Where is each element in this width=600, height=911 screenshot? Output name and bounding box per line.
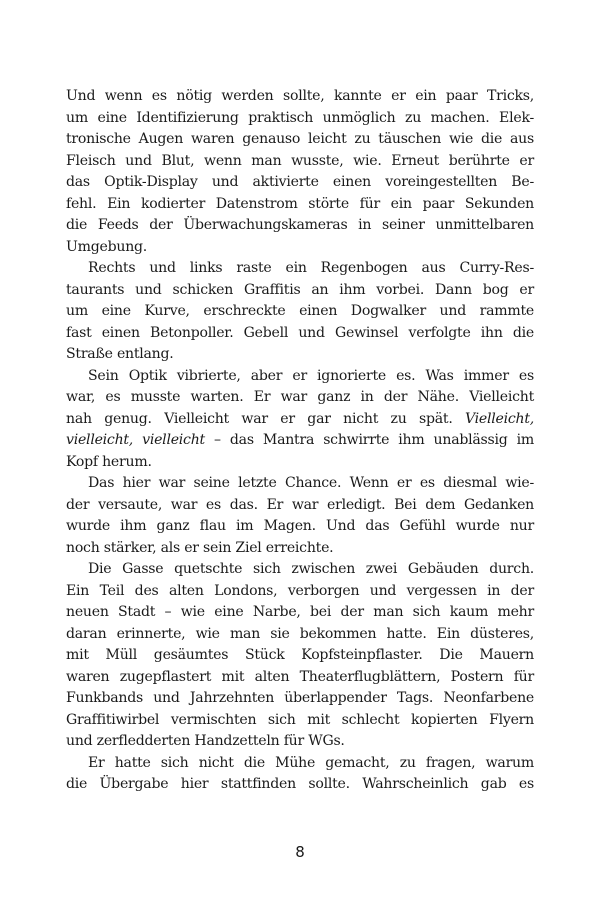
italic-text: vielleicht, vielleicht: [66, 432, 205, 448]
text-line: die Übergabe hier stattfinden sollte. Wahrscheinlich gab es: [66, 776, 534, 792]
text-line: Kopf herum.: [66, 453, 152, 470]
text-line: der versaute, war es das. Er war erledigt. Bei dem Gedanken: [66, 496, 534, 513]
italic-text: Vielleicht,: [464, 410, 534, 427]
text-line: Die Gasse quetschte sich zwischen zwei Gebäuden durch.: [88, 561, 534, 577]
text-line: Und wenn es nötig werden sollte, kannte er ein paar Tricks,: [66, 88, 534, 104]
text-line: Graffitiwirbel vermischten sich mit schlecht kopierten Flyern: [66, 711, 534, 728]
text-line: das Optik-Display und aktivierte einen voreingestellten Be-: [66, 174, 534, 190]
text-line: neuen Stadt – wie eine Narbe, bei der man sich kaum mehr: [66, 604, 534, 620]
text-line: Er hatte sich nicht die Mühe gemacht, zu fragen, warum: [88, 754, 534, 771]
text-line: taurants und schicken Graffitis an ihm vorbei. Dann bog er: [66, 281, 534, 298]
text-line: um eine Identifizierung praktisch unmöglich zu machen. Elek-: [66, 109, 534, 126]
text-line: noch stärker, als er sein Ziel erreichte.: [66, 539, 334, 556]
text-line: tronische Augen waren genauso leicht zu täuschen wie die aus: [66, 131, 534, 147]
body-text: [66, 86, 534, 796]
text-line: und zerfledderten Handzetteln für WGs.: [66, 733, 345, 749]
text-line: waren zugepflastert mit alten Theaterflugblättern, Postern für: [66, 668, 534, 685]
text-line: Fleisch und Blut, wenn man wusste, wie. Erneut berührte er: [66, 152, 534, 169]
text-line: Rechts und links raste ein Regenbogen aus Curry-Res-: [88, 260, 534, 276]
text-line: fehl. Ein kodierter Datenstrom störte für ein paar Sekunden: [66, 195, 534, 212]
text-line: um eine Kurve, erschreckte einen Dogwalker und rammte: [66, 303, 534, 319]
text-line: fast einen Betonpoller. Gebell und Gewinsel verfolgte ihn die: [66, 324, 534, 341]
text-line: mit Müll gesäumtes Stück Kopfsteinpflaster. Die Mauern: [66, 647, 534, 663]
text-line: war, es musste warten. Er war ganz in der Nähe. Vielleicht: [66, 389, 534, 405]
page-number: 8: [295, 843, 305, 861]
text-line: Umgebung.: [66, 238, 148, 255]
text-line: Sein Optik vibrierte, aber er ignorierte es. Was immer es: [88, 367, 534, 384]
text-line: Straße entlang.: [66, 346, 174, 362]
text-line: [66, 430, 534, 452]
text-line: Funkbands und Jahrzehnten überlappender Tags. Neonfarbene: [66, 690, 534, 706]
text-line: die Feeds der Überwachungskameras in seiner unmittelbaren: [66, 217, 534, 233]
text-segment: – das Mantra schwirrte ihm unablässig im: [204, 432, 534, 448]
text-segment: nah genug. Vielleicht war er gar nicht zu spät.: [66, 410, 453, 427]
text-line: Ein Teil des alten Londons, verborgen und vergessen in der: [66, 582, 534, 599]
text-line: [66, 409, 534, 431]
text-line: daran erinnerte, wie man sie bekommen hatte. Ein düsteres,: [66, 625, 534, 642]
text-line: wurde ihm ganz flau im Magen. Und das Gefühl wurde nur: [66, 518, 534, 534]
text-line: Das hier war seine letzte Chance. Wenn er es diesmal wie-: [88, 475, 534, 491]
